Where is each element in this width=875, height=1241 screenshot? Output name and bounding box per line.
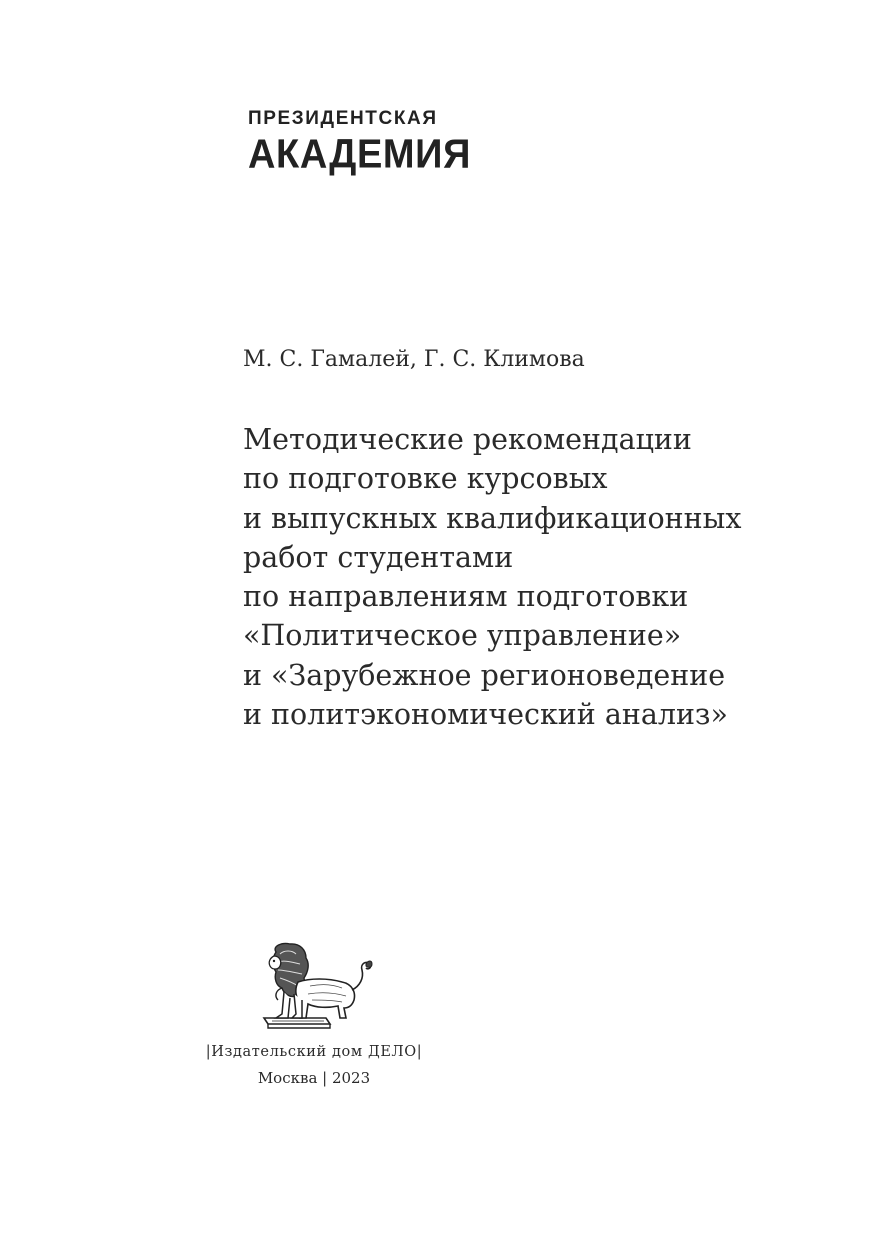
publisher-name: |Издательский дом ДЕЛО| — [205, 1044, 423, 1060]
title-line: работ студентами — [243, 540, 514, 574]
academy-logo — [248, 108, 471, 178]
authors: М. С. Гамалей, Г. С. Климова — [243, 347, 585, 372]
logo-line-2: АКАДЕМИЯ — [248, 132, 471, 178]
title-line: «Политическое управление» — [243, 619, 682, 653]
lion-icon — [262, 942, 374, 1030]
title-line: и политэкономический анализ» — [243, 698, 728, 732]
city-year: Москва | 2023 — [257, 1069, 371, 1087]
title-line: по подготовке курсовых — [243, 462, 608, 496]
title-line: и «Зарубежное регионоведение — [243, 658, 726, 692]
title-line: по направлениям подготовки — [243, 580, 689, 614]
book-title — [243, 420, 741, 734]
logo-line-1: ПРЕЗИДЕНТСКАЯ — [248, 108, 438, 129]
title-line: Методические рекомендации — [243, 423, 692, 456]
title-line: и выпускных квалификационных — [243, 501, 742, 535]
